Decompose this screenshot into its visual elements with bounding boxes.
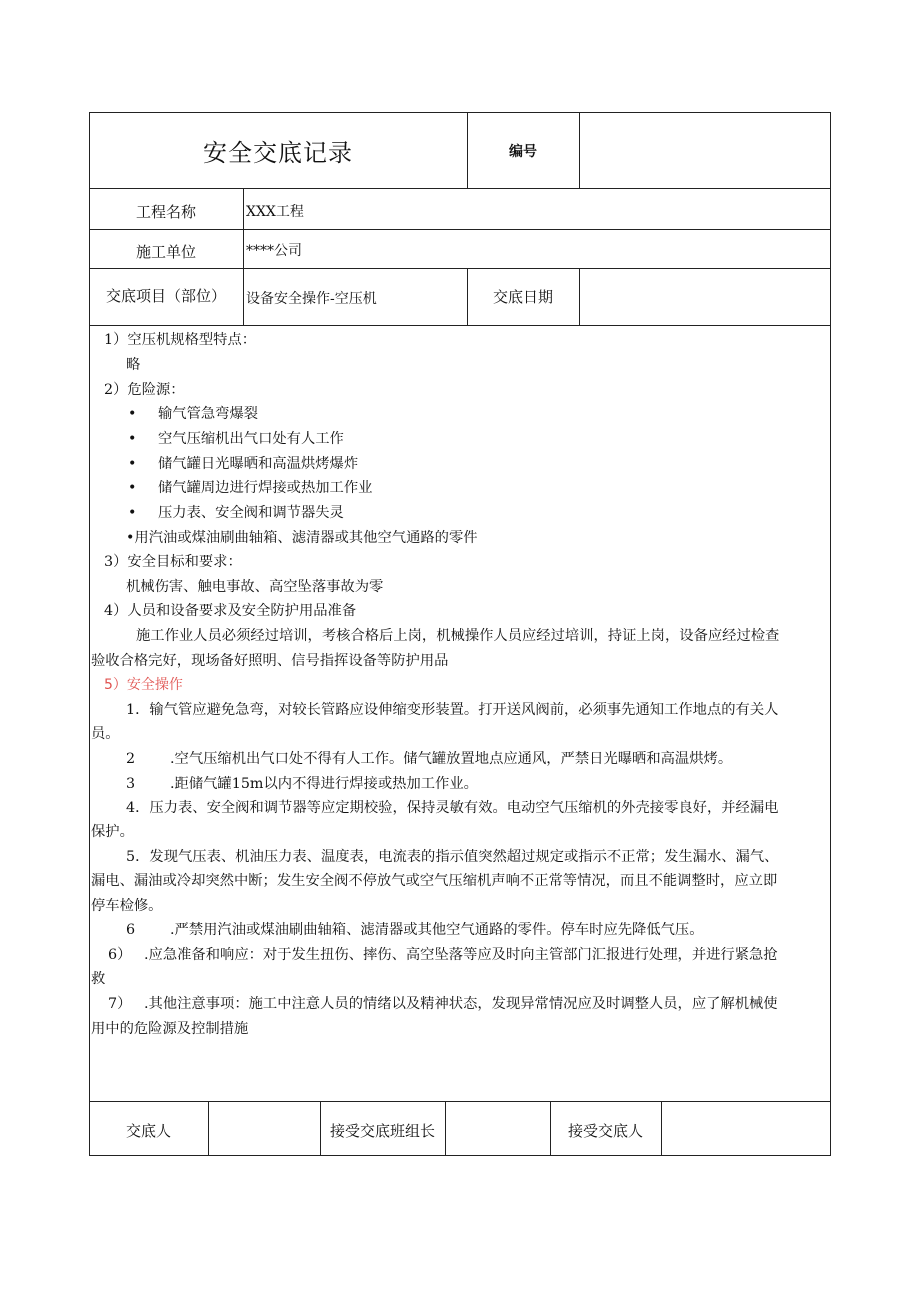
construction-unit-value: ****公司 — [246, 243, 302, 259]
operation-3-number: 3 — [126, 776, 136, 792]
section3-heading: 3）安全目标和要求： — [104, 554, 242, 570]
section3-content: 机械伤害、触电事故、高空坠落事故为零 — [126, 579, 384, 595]
disclosure-item-label: 交底项目（部位） — [105, 287, 226, 305]
section7-line: 用中的危险源及控制措施 — [91, 1021, 249, 1037]
operation-3-text: .距储气罐15m以内不得进行焊接或热加工作业。 — [170, 776, 478, 792]
construction-unit-label: 施工单位 — [135, 243, 196, 261]
bullet-icon: • — [128, 456, 137, 472]
number-label: 编号 — [509, 143, 537, 160]
hazard-item: •用汽油或煤油刷曲轴箱、滤清器或其他空气通路的零件 — [126, 530, 478, 546]
operation-1-line: 员。 — [91, 726, 120, 742]
hazard-item: 压力表、安全阀和调节器失灵 — [158, 505, 344, 521]
section4-paragraph-line: 施工作业人员必须经过培训，考核合格后上岗，机械操作人员应经过培训，持证上岗，设备应经过检查 — [136, 628, 780, 644]
bullet-icon: • — [128, 406, 137, 422]
bullet-icon: • — [128, 431, 137, 447]
hazard-item: 储气罐周边进行焊接或热加工作业 — [158, 480, 373, 496]
disclosure-date-label: 交底日期 — [492, 288, 553, 306]
section7-number: 7） — [108, 996, 132, 1012]
discloser-value — [209, 1101, 320, 1156]
document-title: 安全交底记录 — [203, 139, 353, 167]
operation-5-line: 停车检修。 — [91, 898, 163, 914]
team-leader-value — [446, 1101, 550, 1156]
discloser-label: 交底人 — [125, 1122, 171, 1140]
project-name-value: XXX工程 — [246, 204, 304, 220]
section6-line: .应急准备和响应：对于发生扭伤、摔伤、高空坠落等应及时向主管部门汇报进行处理，并进行紧急抢 — [144, 947, 778, 963]
receiver-value — [662, 1101, 830, 1156]
section4-heading: 4）人员和设备要求及安全防护用品准备 — [104, 603, 357, 619]
disclosure-item-value: 设备安全操作-空压机 — [246, 291, 377, 307]
bullet-icon: • — [128, 505, 137, 521]
operation-6-number: 6 — [126, 922, 136, 938]
bullet-icon: • — [128, 480, 137, 496]
section5-heading: 5）安全操作 — [104, 677, 183, 693]
section6-number: 6） — [108, 947, 132, 963]
section2-heading: 2）危险源： — [104, 382, 185, 398]
hazard-item: 输气管急弯爆裂 — [158, 406, 259, 422]
receiver-label: 接受交底人 — [567, 1122, 643, 1140]
operation-4-line: 保护。 — [91, 824, 134, 840]
section1-heading: 1）空压机规格型特点： — [104, 332, 257, 348]
operation-1-line: 1．输气管应避免急弯，对较长管路应设伸缩变形装置。打开送风阀前，必须事先通知工作地点的有关人 — [126, 702, 779, 718]
hazard-item: 空气压缩机出气口处有人工作 — [158, 431, 344, 447]
section7-line: .其他注意事项：施工中注意人员的情绪以及精神状态，发现异常情况应及时调整人员，应了解机械使 — [144, 996, 778, 1012]
section4-paragraph-line: 验收合格完好，现场备好照明、信号指挥设备等防护用品 — [91, 653, 449, 669]
operation-5-line: 5．发现气压表、机油压力表、温度表，电流表的指示值突然超过规定或指示不正常；发生漏水、漏气、 — [126, 849, 779, 865]
team-leader-label: 接受交底班组长 — [329, 1122, 435, 1140]
operation-2-text: .空气压缩机出气口处不得有人工作。储气罐放置地点应通风，严禁日光曝晒和高温烘烤。 — [170, 751, 733, 767]
operation-2-number: 2 — [126, 751, 136, 767]
operation-6-text: .严禁用汽油或煤油刷曲轴箱、滤清器或其他空气通路的零件。停车时应先降低气压。 — [170, 922, 704, 938]
operation-4-line: 4．压力表、安全阀和调节器等应定期校验，保持灵敏有效。电动空气压缩机的外壳接零良好，并经漏电 — [126, 800, 779, 816]
section1-content: 略 — [126, 357, 141, 373]
project-name-label: 工程名称 — [135, 203, 196, 221]
disclosure-date-value — [579, 268, 830, 325]
hazard-item: 储气罐日光曝晒和高温烘烤爆炸 — [158, 456, 359, 472]
operation-5-line: 漏电、漏油或冷却突然中断；发生安全阀不停放气或空气压缩机声响不正常等情况，而且不能调整时，应立即 — [91, 873, 778, 889]
section6-line: 救 — [91, 971, 106, 987]
number-value — [579, 112, 831, 189]
